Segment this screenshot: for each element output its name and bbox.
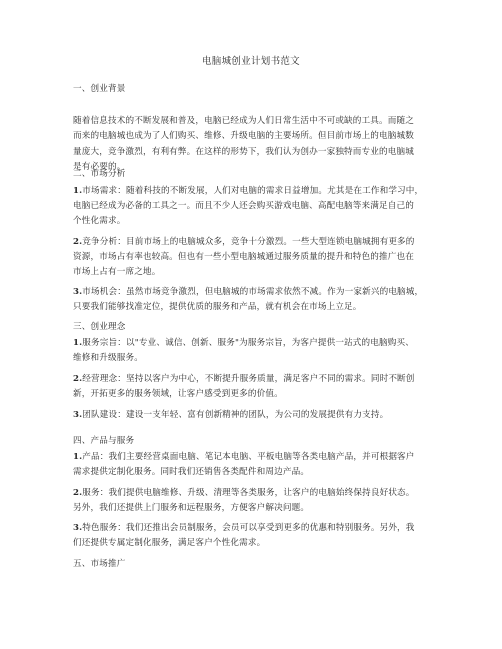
- list-item: [73, 486, 433, 516]
- list-item: [73, 521, 433, 551]
- paragraph-text: 特色服务：我们还推出会员制服务，会员可以享受到更多的优惠和特别服务。另外，我 们还提供专属定制化服务，满足客户个性化需求。: [73, 523, 415, 549]
- document-title: 电脑城创业计划书范文: [201, 56, 300, 67]
- list-item: [73, 336, 433, 366]
- list-item-number: 2.: [73, 237, 83, 247]
- section-paragraph: [73, 99, 433, 175]
- list-item: [73, 285, 433, 315]
- paragraph-text: 团队建设：建设一支年轻、富有创新精神的团队，为公司的发展提供有力支持。: [82, 410, 389, 420]
- section-heading-marketing: 五、市场推广: [73, 559, 126, 569]
- list-item: [73, 184, 433, 230]
- list-item: [73, 450, 433, 480]
- list-item-number: 1.: [73, 452, 83, 462]
- paragraph-text: 服务宗旨：以"专业、诚信、创新、服务"为服务宗旨，为客户提供一站式的电脑购买、 维修和升级服务。: [73, 338, 415, 364]
- section-heading-products-services: 四、产品与服务: [73, 436, 135, 446]
- list-item-number: 3.: [73, 287, 83, 297]
- section-heading-market-analysis: 二、市场分析: [73, 169, 126, 179]
- list-item: [73, 372, 433, 402]
- list-item-number: 2.: [73, 374, 83, 384]
- list-item-number: 2.: [73, 488, 83, 498]
- list-item-number: 3.: [73, 410, 83, 420]
- paragraph-text: 经营理念：坚持以客户为中心，不断提升服务质量，满足客户不同的需求。同时不断创 新，开拓更多的服务领域，让客户感受到更多的价值。: [73, 374, 415, 400]
- paragraph-text: 服务：我们提供电脑维修、升级、清理等各类服务，让客户的电脑始终保持良好状态。 另外，我们还提供上门服务和远程服务，方便客户解决问题。: [73, 488, 415, 514]
- paragraph-text: 随着信息技术的不断发展和普及，电脑已经成为人们日常生活中不可或缺的工具。而随之 而来的电脑城也成为了人们购买、维修、升级电脑的主要场所。但目前市场上的电脑城数 量庞大，竞争激烈，有利有弊。在这样的形势下，我们认为创办一家独特而专业的电脑城 是有必要的。: [73, 116, 415, 172]
- list-item: [73, 235, 433, 281]
- list-item: [73, 408, 433, 423]
- paragraph-text: 产品：我们主要经营桌面电脑、笔记本电脑、平板电脑等各类电脑产品，并可根据客户 需求提供定制化服务。同时我们还销售各类配件和周边产品。: [73, 452, 415, 478]
- section-heading-background: 一、创业背景: [73, 84, 126, 94]
- list-item-number: 1.: [73, 338, 83, 348]
- paragraph-text: 市场机会：虽然市场竞争激烈，但电脑城的市场需求依然不减。作为一家新兴的电脑城， 只要我们能够找准定位，提供优质的服务和产品，就有机会在市场上立足。: [73, 287, 424, 313]
- list-item-number: 3.: [73, 523, 83, 533]
- section-heading-philosophy: 三、创业理念: [73, 322, 126, 332]
- list-item-number: 1.: [73, 186, 83, 196]
- paragraph-text: 竞争分析：目前市场上的电脑城众多，竞争十分激烈。一些大型连锁电脑城拥有更多的 资源，市场占有率也较高。但也有一些小型电脑城通过服务质量的提升和特色的推广也在 市场上占有一席之地。: [73, 237, 415, 278]
- paragraph-text: 市场需求：随着科技的不断发展，人们对电脑的需求日益增加。尤其是在工作和学习中， 电脑已经成为必备的工具之一。而且不少人还会购买游戏电脑、高配电脑等来满足自己的 个性化需求。: [73, 186, 424, 227]
